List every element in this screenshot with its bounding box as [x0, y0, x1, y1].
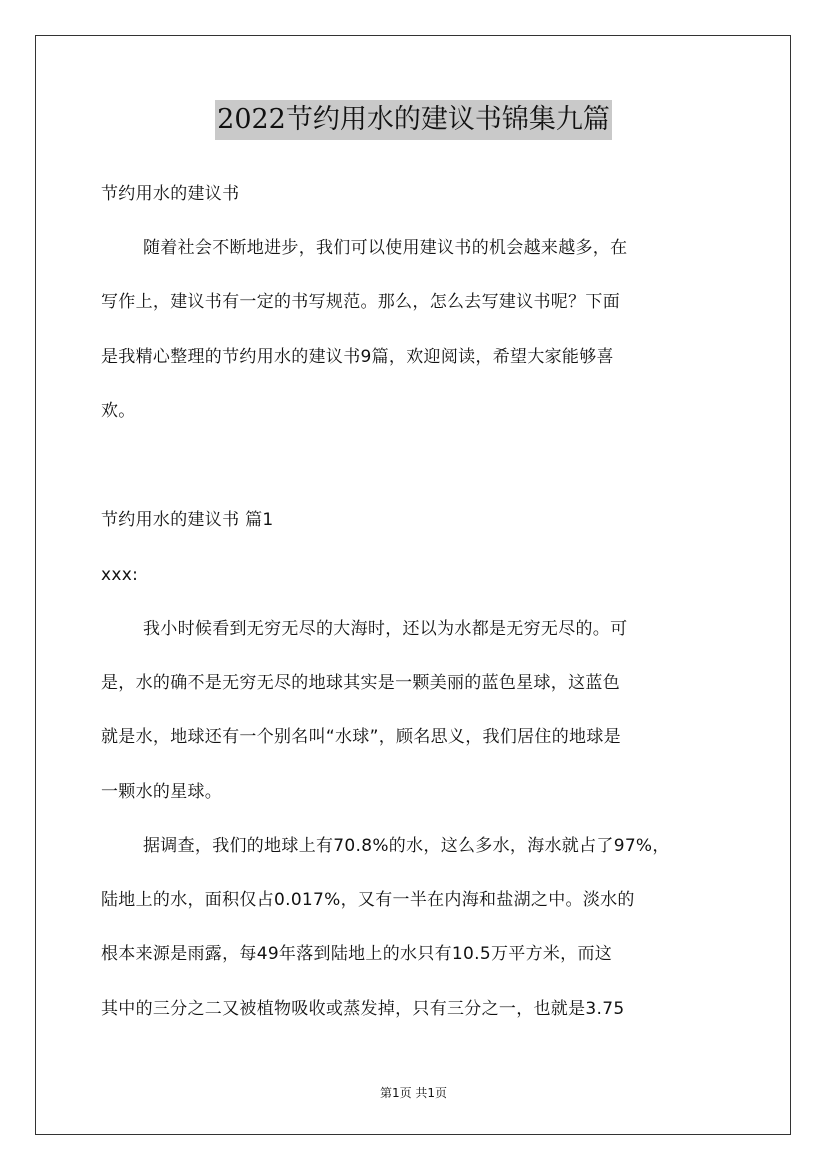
title-wrap	[0, 100, 827, 140]
paragraph1-line: 是，水的确不是无穷无尽的地球其实是一颗美丽的蓝色星球，这蓝色	[101, 673, 620, 693]
paragraph1-line: 就是水，地球还有一个别名叫“水球”，顾名思义，我们居住的地球是	[101, 727, 621, 747]
intro-line: 欢。	[101, 401, 136, 421]
paragraph1-line: 一颗水的星球。	[101, 782, 223, 802]
section-heading: 节约用水的建议书 篇1	[101, 510, 274, 530]
intro-line: 是我精心整理的节约用水的建议书9篇，欢迎阅读，希望大家能够喜	[101, 347, 614, 367]
paragraph2-line: 陆地上的水，面积仅占0.017%，又有一半在内海和盐湖之中。淡水的	[101, 890, 635, 910]
paragraph2-line: 其中的三分之二又被植物吸收或蒸发掉，只有三分之一，也就是3.75	[101, 999, 625, 1019]
page-footer: 第1页 共1页	[379, 1086, 448, 1100]
intro-line: 随着社会不断地进步，我们可以使用建议书的机会越来越多，在	[143, 238, 628, 258]
document-title: 2022节约用水的建议书锦集九篇	[215, 100, 612, 140]
intro-line: 写作上，建议书有一定的书写规范。那么，怎么去写建议书呢？下面	[101, 292, 620, 312]
paragraph2-line: 据调查，我们的地球上有70.8%的水，这么多水，海水就占了97%，	[143, 836, 670, 856]
paragraph1-line: 我小时候看到无穷无尽的大海时，还以为水都是无穷无尽的。可	[143, 619, 628, 639]
paragraph2-line: 根本来源是雨露，每49年落到陆地上的水只有10.5万平方米，而这	[101, 944, 613, 964]
intro-heading: 节约用水的建议书	[101, 184, 240, 204]
salutation: xxx:	[101, 565, 139, 585]
